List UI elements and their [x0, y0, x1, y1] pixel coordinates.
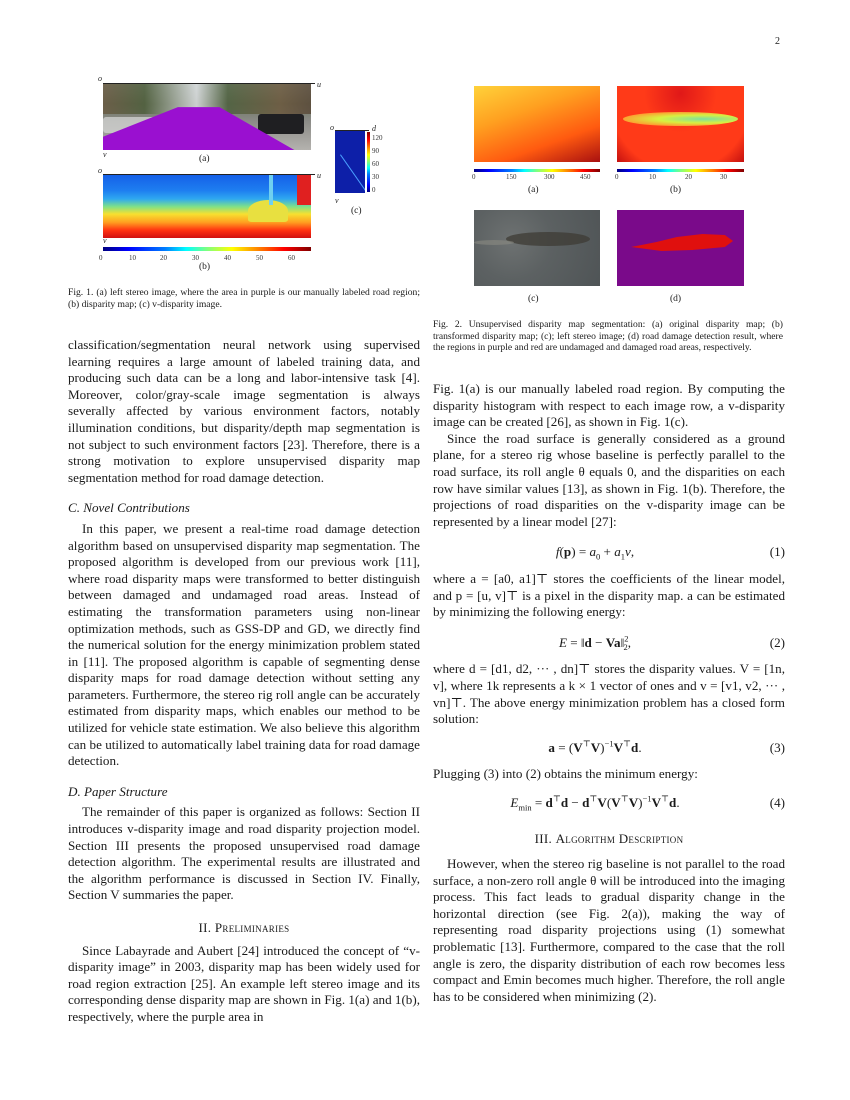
equation-2-number: (2) [769, 634, 785, 650]
fig1a-v-label: v [103, 150, 107, 159]
tick: 30 [720, 173, 727, 181]
section-2-heading [68, 920, 420, 937]
fig2d-road-damage-detection-result [617, 210, 744, 286]
figure-1 [95, 74, 415, 278]
tick: 0 [372, 186, 376, 194]
fig2c-left-stereo-image [474, 210, 600, 286]
tick: 30 [372, 173, 379, 181]
fig2-caption: Fig. 2. Unsupervised disparity map segmentation: (a) original disparity map; (b) transformed disparity map; (c); left stereo image; (d) road damage detection result, where the regions in purple and red are undamaged and damaged road areas, respectively. [433, 319, 783, 354]
equation-4-body: $E_{min} = d^⊤d - d^⊤V(V^⊤V)^{-1}V^⊤d$. [510, 793, 680, 813]
page-number: 2 [775, 36, 780, 47]
tick: 0 [615, 173, 619, 181]
tick: 120 [372, 134, 383, 142]
tick: 450 [580, 173, 591, 181]
fig2a-colorbar [474, 169, 600, 172]
fig1c-colorbar-ticks [372, 132, 392, 196]
figure-2 [470, 82, 760, 312]
fig2a-original-disparity-map [474, 86, 600, 162]
equation-4-number: (4) [769, 794, 785, 810]
equation-3-number: (3) [769, 739, 785, 755]
section-d-paragraph: The remainder of this paper is organized as follows: Section II introduces v-disparity image and road disparity projection model. Section III presents the proposed unsupervised road damage detection algorithm. The experimental results are illustrated and the algorithm performance is discussed in Section IV. Finally, Section V summaries the paper. [68, 804, 420, 903]
section-c-paragraph: In this paper, we present a real-time road damage detection algorithm based on unsupervised disparity map segmentation. The proposed algorithm is developed from our previous work [11], where road disparity maps were transformed to better distinguish between damaged and undamaged road areas. Instead of estimating the transformation parameters using non-linear optimization methods, such as GSS-DP and GD, we directly find the numerical solution for the energy minimization problem stated in [11]. The proposed algorithm is capable of segmenting dense disparity maps for road damage detection without setting any parameters. Furthermore, the stereo rig roll angle can be accurately estimated from disparity maps, which enables our method to be utilized for vehicle state estimation. We also believe this algorithm can be utilized to automatically label training data for road damage detection. [68, 520, 420, 769]
fig1b-origin-label: o [98, 166, 102, 175]
fig1c-v-label: v [335, 196, 339, 205]
equation-2 [433, 635, 785, 652]
fig1a-label: (a) [199, 154, 210, 164]
section-d-heading: D. Paper Structure [68, 783, 168, 799]
tick: 60 [372, 160, 379, 168]
fig1b-colorbar [103, 247, 311, 251]
fig2c-label: (c) [528, 294, 539, 304]
section-2-number: II. [198, 920, 212, 935]
tick: 0 [99, 254, 103, 262]
equation-3 [433, 740, 785, 757]
section-3-heading [433, 831, 785, 848]
tick: 20 [685, 173, 692, 181]
fig1b-u-axis [103, 174, 315, 175]
section-c-heading: C. Novel Contributions [68, 500, 190, 516]
right-paragraph-3: where a = [a0, a1]⊤ stores the coefficients of the linear model, and p = [u, v]⊤ is a pixel in the disparity map. a can be estimated by minimizing the following energy: [433, 570, 785, 620]
fig2a-label: (a) [528, 185, 539, 195]
left-paragraph-1: classification/segmentation neural network using supervised learning requires a large amount of labeled training data, and producing such data can be a long and labor-intensive task [4]. Moreover, color/gray-scale image segmentation is always severally affected by various environment factors, notably illumination conditions, but disparity/depth map segmentation is not subject to such environment factors [23]. Therefore, there is a strong motivation to explore unsupervised disparity map segmentation method for road damage detection. [68, 337, 420, 485]
equation-3-body: $a = (V^⊤V)^{-1}V^⊤d$. [548, 738, 642, 755]
fig2b-transformed-disparity-map [617, 86, 744, 162]
tick: 10 [129, 254, 136, 262]
right-paragraph-6: However, when the stereo rig baseline is not parallel to the road surface, a non-zero roll angle θ will be introduced into the imaging process. This fact leads to gradual disparity change in the horizontal direction (see Fig. 2(a)), making the way of representing road disparity projections using (1) somewhat problematic [13]. Furthermore, compared to the case that the roll angle is zero, the disparity distribution of each row becomes less compact and Emin becomes much higher. Therefore, the roll angle has to be considered when minimizing (2). [433, 856, 785, 1004]
equation-1-body: $f(p) = a_0 + a_1v$, [555, 544, 635, 562]
tick: 50 [256, 254, 263, 262]
tick: 90 [372, 147, 379, 155]
fig1a-u-axis [103, 83, 315, 84]
right-paragraph-5: Plugging (3) into (2) obtains the minimum energy: [433, 766, 698, 782]
tick: 300 [544, 173, 555, 181]
fig1b-disparity-map [103, 175, 311, 238]
fig2b-label: (b) [670, 185, 682, 195]
left-column [68, 337, 420, 1026]
right-column [433, 381, 785, 1005]
equation-4 [433, 795, 785, 812]
tick: 60 [288, 254, 295, 262]
tick: 10 [649, 173, 656, 181]
section-2-title: Preliminaries [214, 920, 290, 935]
tick: 20 [160, 254, 167, 262]
tick: 0 [472, 173, 476, 181]
fig1c-origin-label: o [330, 123, 334, 132]
equation-1 [433, 544, 785, 561]
fig1c-v-disparity-image [335, 131, 365, 193]
fig1c-d-axis [335, 130, 369, 131]
fig1c-d-label: d [372, 124, 376, 133]
right-paragraph-2: Since the road surface is generally considered as a ground plane, for a stereo rig whose baseline is perfectly parallel to the road surface, its roll angle θ equals 0, and the disparities on each row have similar values [13], as shown in Fig. 1(b). Therefore, the projections of road disparities on the v-disparity image can be represented by a linear model [27]: [433, 430, 785, 529]
fig2a-colorbar-ticks [472, 173, 607, 183]
right-paragraph-1: Fig. 1(a) is our manually labeled road region. By computing the disparity histogram with respect to each image row, a v-disparity image can be created [26], as shown in Fig. 1(c). [433, 381, 785, 430]
fig1a-stereo-image [103, 84, 311, 150]
right-paragraph-4: where d = [d1, d2, ··· , dn]⊤ stores the disparity values. V = [1n, v], where 1k represents a k × 1 vector of ones and v = [v1, v2, ··· , vn]⊤. The above energy minimization problem has a closed form solution: [433, 661, 785, 727]
tick: 30 [192, 254, 199, 262]
fig1b-label: (b) [199, 262, 211, 272]
equation-1-number: (1) [769, 544, 785, 560]
fig1c-label: (c) [351, 206, 362, 216]
section-3-title: Algorithm Description [555, 831, 684, 847]
fig1-caption: Fig. 1. (a) left stereo image, where the area in purple is our manually labeled road region; (b) disparity map; (c) v-disparity image. [68, 287, 420, 310]
equation-2-body: E = ‖d − Va‖$^2_2$, [558, 633, 632, 653]
fig2d-label: (d) [670, 294, 682, 304]
fig1b-u-label: u [317, 171, 321, 180]
fig1a-u-label: u [317, 80, 321, 89]
fig2b-colorbar-ticks [615, 173, 750, 183]
section-3-number: III. [534, 831, 553, 847]
tick: 150 [506, 173, 517, 181]
fig1b-v-label: v [103, 236, 107, 245]
fig2b-colorbar [617, 169, 744, 172]
fig1a-origin-label: o [98, 74, 102, 83]
section-2-paragraph: Since Labayrade and Aubert [24] introduced the concept of “v-disparity image” in 2003, disparity map has been widely used for road region extraction [25]. An example left stereo image and its corresponding dense disparity map are shown in Fig. 1(a) and 1(b), respectively, where the purple area in [68, 942, 420, 1024]
fig1c-colorbar [367, 132, 370, 192]
tick: 40 [224, 254, 231, 262]
